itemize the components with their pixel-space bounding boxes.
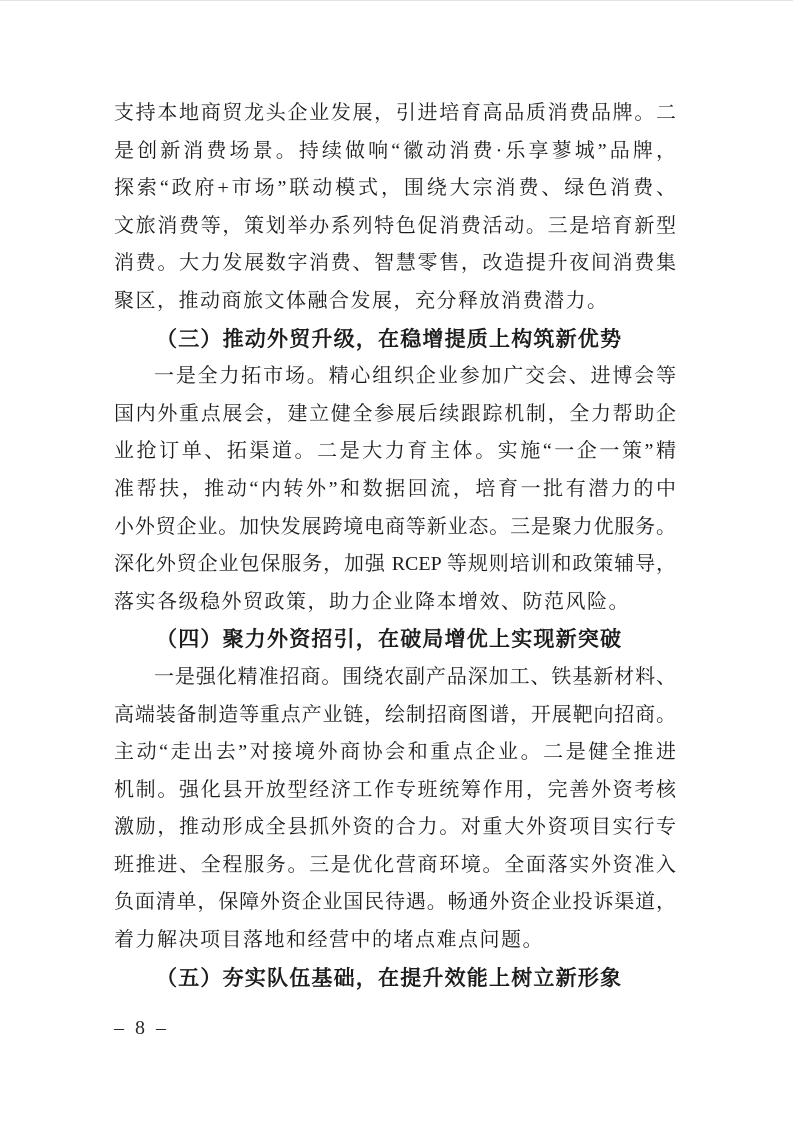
document-body [114,95,676,997]
text-line: 是创新消费场景。持续做响“徽动消费·乐享蓼城”品牌， [114,139,676,162]
section-heading: （五）夯实队伍基础，在提升效能上树立新形象 [156,965,623,990]
text-line: 文旅消费等，策划举办系列特色促消费活动。三是培育新型 [114,214,676,237]
section-heading: （三）推动外贸升级，在稳增提质上构筑新优势 [156,326,623,351]
text-line: 负面清单，保障外资企业国民待遇。畅通外资企业投诉渠道， [114,891,676,914]
text-line: 深化外贸企业包保服务，加强 RCEP 等规则培训和政策辅导， [114,553,676,576]
text-line: 班推进、全程服务。三是优化营商环境。全面落实外资准入 [114,853,676,876]
text-line: 主动“走出去”对接境外商协会和重点企业。二是健全推进 [114,741,676,764]
text-line: 小外贸企业。加快发展跨境电商等新业态。三是聚力优服务。 [114,515,676,538]
text-line: 国内外重点展会，建立健全参展后续跟踪机制，全力帮助企 [114,402,676,425]
text-line: 激励，推动形成全县抓外资的合力。对重大外资项目实行专 [114,816,676,839]
text-line: 一是全力拓市场。精心组织企业参加广交会、进博会等 [154,365,676,388]
text-line: 高端装备制造等重点产业链，绘制招商图谱，开展靶向招商。 [114,703,676,726]
scan-edge-artifact [0,0,793,1]
text-line: 支持本地商贸龙头企业发展，引进培育高品质消费品牌。二 [114,102,676,124]
text-line: 消费。大力发展数字消费、智慧零售，改造提升夜间消费集 [114,252,676,275]
text-line: 准帮扶，推动“内转外”和数据回流，培育一批有潜力的中 [114,477,676,500]
section-heading: （四）聚力外资招引，在破局增优上实现新突破 [156,627,623,652]
text-line: 业抢订单、拓渠道。二是大力育主体。实施“一企一策”精 [114,440,676,463]
text-line: 着力解决项目落地和经营中的堵点难点问题。 [114,929,544,952]
text-line: 一是强化精准招商。围绕农副产品深加工、铁基新材料、 [154,665,676,688]
page-number: – 8 – [114,1017,169,1039]
text-line: 聚区，推动商旅文体融合发展，充分释放消费潜力。 [114,289,609,312]
text-line: 机制。强化县开放型经济工作专班统筹作用，完善外资考核 [114,778,676,801]
text-line: 落实各级稳外贸政策，助力企业降本增效、防范风险。 [114,590,630,613]
text-line: 探索“政府+市场”联动模式，围绕大宗消费、绿色消费、 [114,177,676,200]
